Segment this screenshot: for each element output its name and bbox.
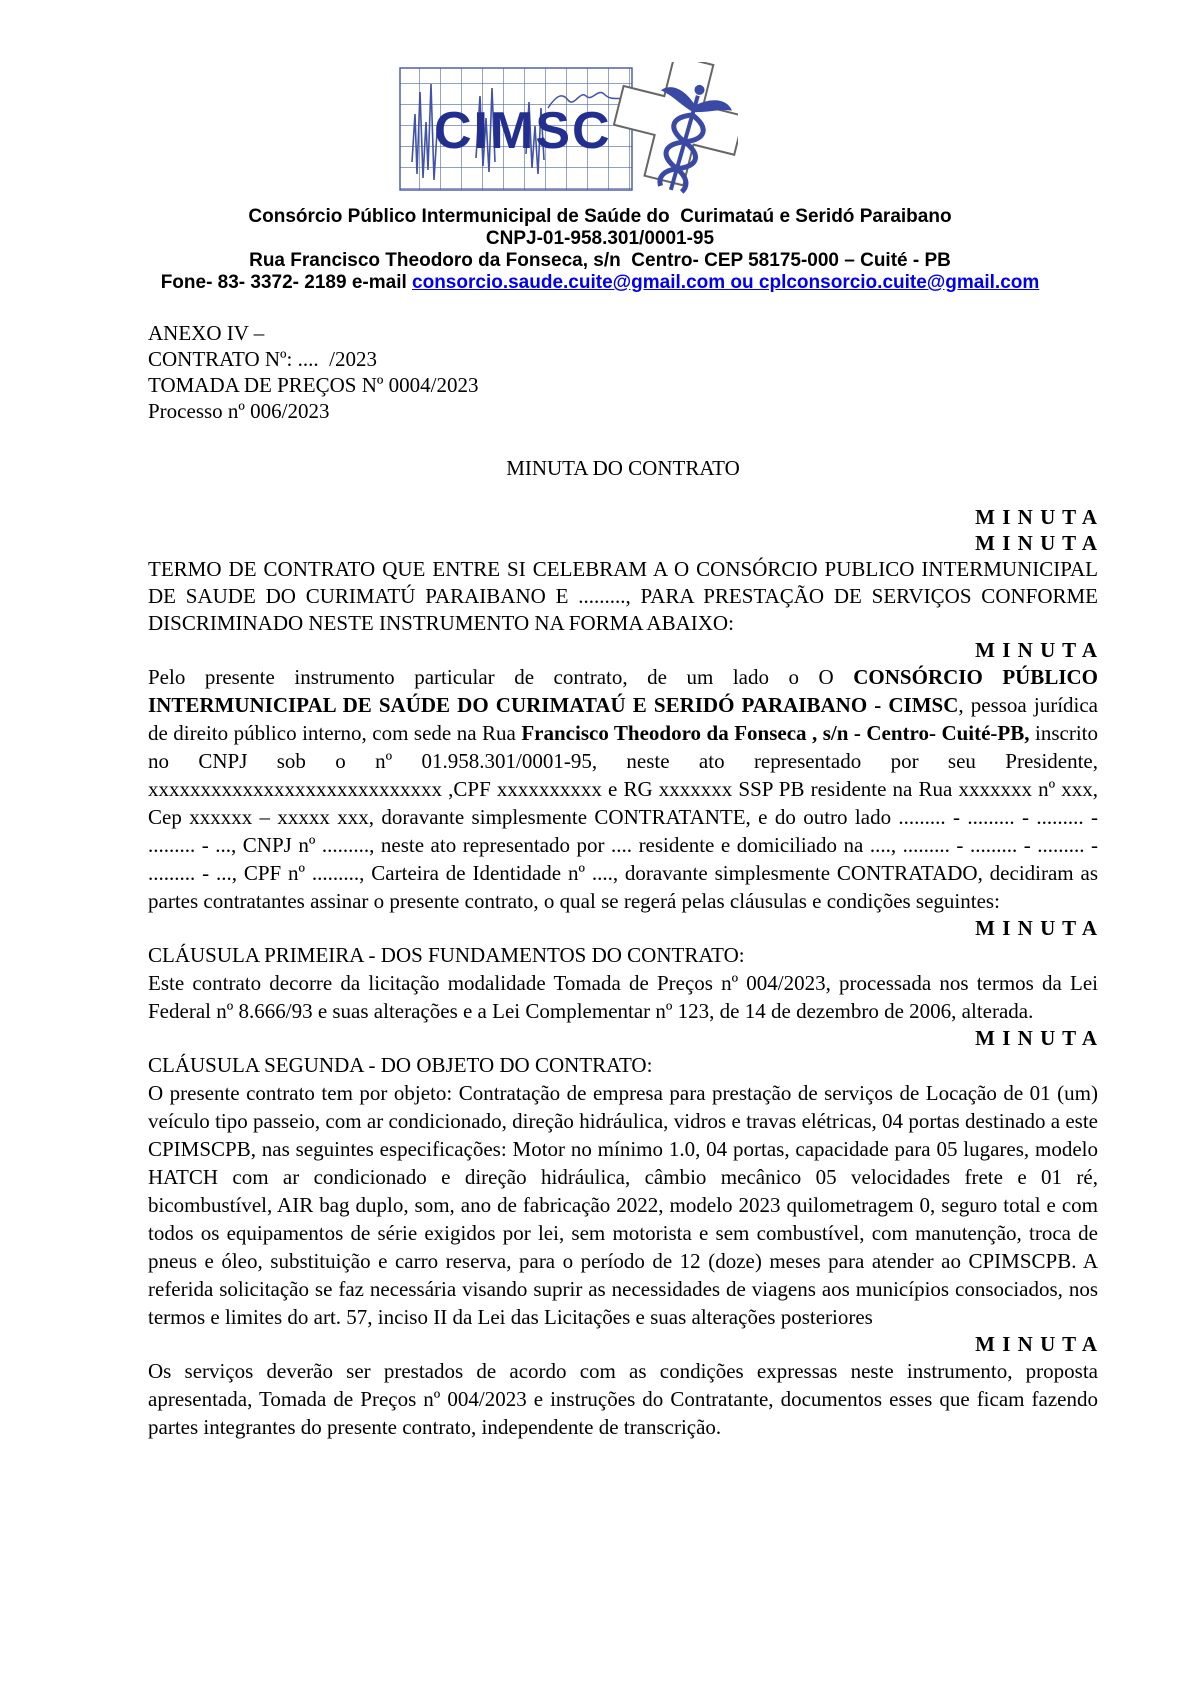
org-contact-line	[0, 272, 1200, 294]
contractor-name: CONSÓRCIO PÚBLICO INTERMUNICIPAL DE SAÚDE DO CURIMATAÚ E SERIDÓ PARAIBANO - CIMSC	[148, 665, 1098, 717]
minuta-watermark: M I N U T A	[975, 1332, 1098, 1356]
org-phone: Fone- 83- 3372- 2189 e-mail	[160, 272, 413, 293]
parties-run-3: inscrito no CNPJ sob o nº 01.958.301/0001-95, neste ato representado por seu Presidente, xxxxxxxxxxxxxxxxxxxxxxxxxxxx ,CPF xxxxxxxxxx e RG xxxxxxx SSP PB residente na Rua xxxxxxx nº xxx, Cep xxxxxx – xxxxx xxx, doravante simplesmente CONTRATANTE, e do outro lado ......... - ......... - ......... - ......... - ..., CNPJ nº ........., neste ato representado por .... residente e domiciliado na ...., ......... - ......... - ......... - ......... - ..., CPF nº ........., Carteira de Identidade nº ...., doravante simplesmente CONTRATADO, decidiram as partes contratantes assinar o presente contrato, o qual se regerá pelas cláusulas e condições seguintes:	[148, 721, 1098, 913]
clause1-body: Este contrato decorre da licitação modalidade Tomada de Preços nº 004/2023, processada nos termos da Lei Federal nº 8.666/93 e suas alterações e a Lei Complementar nº 123, de 14 de dezembro de 2006, alterada.	[148, 971, 1098, 1023]
reference-block	[148, 320, 1098, 424]
minuta-watermark: M I N U T A	[975, 505, 1098, 529]
parties-run-1: Pelo presente instrumento particular de contrato, de um lado o O	[148, 665, 854, 689]
letterhead	[0, 0, 1200, 294]
clause1-heading: CLÁUSULA PRIMEIRA - DOS FUNDAMENTOS DO CONTRATO:	[148, 943, 745, 967]
ref-anexo: ANEXO IV –	[148, 321, 265, 345]
minuta-watermark: M I N U T A	[975, 531, 1098, 555]
document-title: MINUTA DO CONTRATO	[506, 456, 740, 480]
contractor-address: Francisco Theodoro da Fonseca , s/n - Centro- Cuité-PB,	[521, 721, 1030, 745]
org-cnpj: CNPJ-01-958.301/0001-95	[485, 228, 715, 249]
org-name: Consórcio Público Intermunicipal de Saúde do Curimataú e Seridó Paraibano	[248, 206, 952, 227]
document-body	[148, 320, 1098, 1441]
logo-acronym: CIMSC	[434, 102, 612, 160]
minuta-watermark: M I N U T A	[975, 638, 1098, 662]
parties-run-2: , pessoa jurídica de direito público interno, com sede na Rua	[148, 693, 1098, 745]
parties-paragraph	[148, 663, 1098, 915]
clause2-heading: CLÁUSULA SEGUNDA - DO OBJETO DO CONTRATO:	[148, 1053, 653, 1077]
termo-recital: TERMO DE CONTRATO QUE ENTRE SI CELEBRAM A O CONSÓRCIO PUBLICO INTERMUNICIPAL DE SAUDE DO CURIMATÚ PARAIBANO E ........., PARA PRESTAÇÃO DE SERVIÇOS CONFORME DISCRIMINADO NESTE INSTRUMENTO NA FORMA ABAIXO:	[148, 557, 1098, 635]
minuta-watermark: M I N U T A	[975, 1026, 1098, 1050]
ref-tomada: TOMADA DE PREÇOS Nº 0004/2023	[148, 373, 479, 397]
cimsc-logo	[398, 62, 738, 196]
email-links[interactable]: consorcio.saude.cuite@gmail.com ou cplconsorcio.cuite@gmail.com	[412, 272, 1040, 293]
clause2-body: O presente contrato tem por objeto: Contratação de empresa para prestação de serviços de Locação de 01 (um) veículo tipo passeio, com ar condicionado, direção hidráulica, vidros e travas elétricas, 04 portas destinado a este CPIMSCPB, nas seguintes especificações: Motor no mínimo 1.0, 04 portas, capacidade para 05 lugares, modelo HATCH com ar condicionado e direção hidráulica, câmbio mecânico 05 velocidades frete e 01 ré, bicombustível, AIR bag duplo, som, ano de fabricação 2022, modelo 2023 quilometragem 0, seguro total e com todos os equipamentos de série exigidos por lei, sem motorista e sem combustível, com manutenção, troca de pneus e óleo, substituição e carro reserva, para o período de 12 (doze) meses para atender ao CPIMSCPB. A referida solicitação se faz necessária visando suprir as necessidades de viagens aos municípios consociados, nos termos e limites do art. 57, inciso II da Lei das Licitações e suas alterações posteriores	[148, 1081, 1098, 1329]
minuta-watermark: M I N U T A	[975, 916, 1098, 940]
org-address: Rua Francisco Theodoro da Fonseca, s/n Centro- CEP 58175-000 – Cuité - PB	[249, 250, 951, 271]
ref-contrato: CONTRATO Nº: .... /2023	[148, 347, 377, 371]
clause2-closing: Os serviços deverão ser prestados de acordo com as condições expressas neste instrumento, proposta apresentada, Tomada de Preços nº 004/2023 e instruções do Contratante, documentos esses que ficam fazendo partes integrantes do presente contrato, independente de transcrição.	[148, 1359, 1098, 1439]
ref-processo: Processo nº 006/2023	[148, 399, 330, 423]
